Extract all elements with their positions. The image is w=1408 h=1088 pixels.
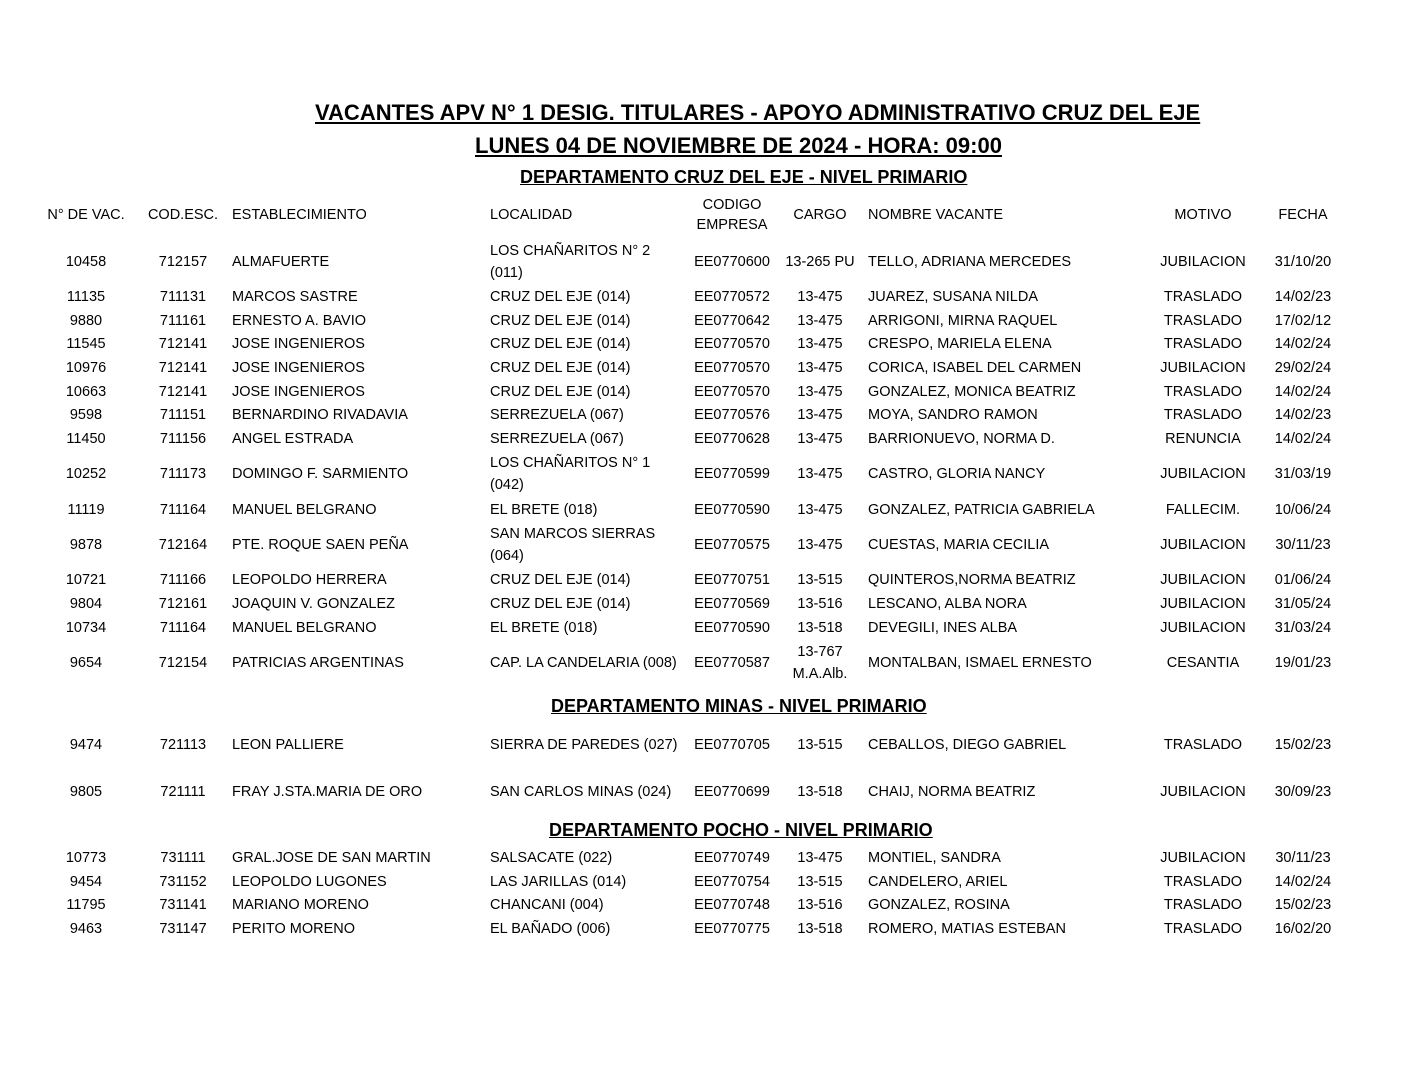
section-title-pocho: DEPARTAMENTO POCHO - NIVEL PRIMARIO xyxy=(549,820,933,840)
vacancy-number: 9474 xyxy=(69,736,103,753)
vacancy-holder-name: TELLO, ADRIANA MERCEDES xyxy=(868,253,1072,270)
vacancy-holder-name: GONZALEZ, ROSINA xyxy=(868,897,1010,914)
position-code: 13-475 xyxy=(797,407,843,424)
section-title-minas: DEPARTAMENTO MINAS - NIVEL PRIMARIO xyxy=(551,696,927,716)
table-row xyxy=(38,356,1358,380)
header-nro: N° DE VAC. xyxy=(47,207,125,223)
vacancy-date: 30/11/23 xyxy=(1275,849,1331,866)
locality: CRUZ DEL EJE (014) xyxy=(490,288,631,305)
position-code: 13-518 xyxy=(797,920,843,937)
position-code: 13-475 xyxy=(797,849,843,866)
locality: EL BRETE (018) xyxy=(490,501,598,518)
locality: CRUZ DEL EJE (014) xyxy=(490,312,631,329)
company-code: EE0770572 xyxy=(694,288,770,305)
vacancy-date: 31/05/24 xyxy=(1274,596,1332,613)
table-row xyxy=(38,427,1358,451)
document-title: VACANTES APV N° 1 DESIG. TITULARES - APOYO ADMINISTRATIVO CRUZ DEL EJE xyxy=(315,100,1201,125)
header-nombre: NOMBRE VACANTE xyxy=(868,207,1004,223)
vacancy-date: 29/02/24 xyxy=(1274,359,1332,376)
company-code: EE0770699 xyxy=(694,783,770,800)
company-code: EE0770575 xyxy=(694,537,770,553)
school-code: 711173 xyxy=(159,466,207,483)
vacancy-date: 16/02/20 xyxy=(1274,920,1332,937)
header-cod: COD.ESC. xyxy=(147,207,219,223)
vacancy-reason: JUBILACION xyxy=(1160,783,1246,800)
establishment-name: MANUEL BELGRANO xyxy=(232,619,377,636)
establishment-name: LEOPOLDO LUGONES xyxy=(232,873,387,890)
company-code: EE0770576 xyxy=(694,407,770,424)
locality: SAN CARLOS MINAS (024) xyxy=(490,783,672,800)
table-row xyxy=(38,870,1358,894)
establishment-name: BERNARDINO RIVADAVIA xyxy=(232,407,408,424)
table-row xyxy=(38,238,1358,285)
vacancy-holder-name: MONTALBAN, ISMAEL ERNESTO xyxy=(868,655,1092,672)
document-date-time: LUNES 04 DE NOVIEMBRE DE 2024 - HORA: 09:00 xyxy=(475,133,1002,158)
locality: SAN MARCOS SIERRAS (064) xyxy=(490,526,656,564)
company-code: EE0770748 xyxy=(694,897,770,914)
vacancy-reason: JUBILACION xyxy=(1160,359,1246,376)
vacancy-reason: JUBILACION xyxy=(1160,849,1246,866)
table-row xyxy=(38,309,1358,333)
locality: CAP. LA CANDELARIA (008) xyxy=(490,655,677,672)
position-code: 13-515 xyxy=(797,736,843,753)
vacancy-reason: JUBILACION xyxy=(1160,466,1246,483)
table-row xyxy=(38,522,1358,569)
establishment-name: FRAY J.STA.MARIA DE ORO xyxy=(232,783,423,800)
vacancy-number: 10663 xyxy=(65,383,107,400)
locality: CRUZ DEL EJE (014) xyxy=(490,572,631,589)
vacancy-date: 14/02/24 xyxy=(1274,383,1332,400)
vacancy-reason: TRASLADO xyxy=(1163,920,1243,937)
vacancy-holder-name: CUESTAS, MARIA CECILIA xyxy=(868,537,1050,553)
establishment-name: JOSE INGENIEROS xyxy=(232,383,365,400)
establishment-name: JOSE INGENIEROS xyxy=(232,359,365,376)
vacancy-holder-name: JUAREZ, SUSANA NILDA xyxy=(868,288,1039,305)
vacancy-number: 10252 xyxy=(65,466,107,483)
company-code: EE0770599 xyxy=(694,466,770,483)
vacancy-number: 11135 xyxy=(66,288,106,305)
vacancy-reason: JUBILACION xyxy=(1160,253,1246,270)
table-row xyxy=(38,569,1358,593)
vacancy-holder-name: CRESPO, MARIELA ELENA xyxy=(868,336,1052,353)
header-codigo-empresa: CODIGO EMPRESA xyxy=(696,197,768,233)
establishment-name: ANGEL ESTRADA xyxy=(232,430,354,447)
company-code: EE0770705 xyxy=(694,736,770,753)
header-establecimiento: ESTABLECIMIENTO xyxy=(232,207,367,223)
vacancy-reason: JUBILACION xyxy=(1160,572,1246,589)
position-code: 13-475 xyxy=(797,466,843,483)
school-code: 731152 xyxy=(159,873,207,890)
locality: SERREZUELA (067) xyxy=(490,430,624,447)
establishment-name: JOAQUIN V. GONZALEZ xyxy=(232,596,396,613)
company-code: EE0770628 xyxy=(694,430,770,447)
section-title-cruz-del-eje: DEPARTAMENTO CRUZ DEL EJE - NIVEL PRIMARIO xyxy=(520,167,968,187)
table-row xyxy=(38,768,1358,815)
school-code: 712141 xyxy=(158,359,208,376)
company-code: EE0770570 xyxy=(694,359,770,376)
locality: CRUZ DEL EJE (014) xyxy=(490,359,631,376)
locality: EL BAÑADO (006) xyxy=(490,920,611,937)
vacancy-number: 9880 xyxy=(69,312,103,329)
school-code: 711151 xyxy=(159,407,207,424)
vacancy-holder-name: ARRIGONI, MIRNA RAQUEL xyxy=(868,312,1058,329)
vacancy-reason: CESANTIA xyxy=(1166,655,1240,672)
school-code: 712161 xyxy=(158,596,208,613)
locality: EL BRETE (018) xyxy=(490,619,598,636)
vacancy-reason: FALLECIM. xyxy=(1165,501,1241,518)
company-code: EE0770569 xyxy=(694,596,770,613)
position-code: 13-516 xyxy=(797,596,843,613)
vacancy-holder-name: CASTRO, GLORIA NANCY xyxy=(868,466,1046,483)
locality: LOS CHAÑARITOS N° 1 (042) xyxy=(490,455,651,494)
school-code: 712141 xyxy=(158,336,208,353)
position-code: 13-516 xyxy=(797,897,843,914)
vacancy-number: 9654 xyxy=(69,655,103,672)
position-code: 13-265 PU xyxy=(785,253,855,270)
vacancy-reason: TRASLADO xyxy=(1163,383,1243,400)
position-code: 13-515 xyxy=(797,572,843,589)
locality: CHANCANI (004) xyxy=(490,897,604,914)
header-motivo: MOTIVO xyxy=(1174,207,1232,223)
locality: LAS JARILLAS (014) xyxy=(490,873,627,890)
position-code: 13-475 xyxy=(797,312,843,329)
table-row xyxy=(38,332,1358,356)
position-code: 13-475 xyxy=(797,383,843,400)
table-row xyxy=(38,846,1358,870)
vacancy-holder-name: GONZALEZ, MONICA BEATRIZ xyxy=(868,383,1076,400)
vacancies-table-minas xyxy=(38,721,1358,815)
school-code: 711164 xyxy=(159,501,207,518)
vacancies-table-cruz-del-eje xyxy=(38,192,1358,687)
vacancy-reason: JUBILACION xyxy=(1160,619,1246,636)
vacancy-number: 9804 xyxy=(69,596,103,613)
vacancy-number: 9454 xyxy=(69,873,103,890)
establishment-name: LEOPOLDO HERRERA xyxy=(232,572,387,589)
vacancy-date: 15/02/23 xyxy=(1274,897,1332,914)
position-code: 13-475 xyxy=(797,430,843,447)
vacancy-date: 15/02/23 xyxy=(1274,736,1332,753)
table-row xyxy=(38,917,1358,941)
locality: CRUZ DEL EJE (014) xyxy=(490,596,631,613)
vacancy-holder-name: GONZALEZ, PATRICIA GABRIELA xyxy=(868,501,1095,518)
vacancy-date: 14/02/24 xyxy=(1274,873,1332,890)
vacancy-number: 11119 xyxy=(67,501,105,518)
vacancy-reason: TRASLADO xyxy=(1163,312,1243,329)
school-code: 711156 xyxy=(159,430,207,447)
vacancy-number: 11450 xyxy=(66,430,106,447)
school-code: 711131 xyxy=(159,288,207,305)
vacancy-holder-name: MOYA, SANDRO RAMON xyxy=(868,407,1038,424)
vacancy-holder-name: QUINTEROS,NORMA BEATRIZ xyxy=(868,572,1076,589)
locality: CRUZ DEL EJE (014) xyxy=(490,383,631,400)
vacancy-reason: TRASLADO xyxy=(1163,873,1243,890)
locality: SERREZUELA (067) xyxy=(490,407,624,424)
company-code: EE0770590 xyxy=(694,619,770,636)
table-row xyxy=(38,721,1358,768)
school-code: 711164 xyxy=(159,619,207,636)
establishment-name: PERITO MORENO xyxy=(232,920,355,937)
vacancies-table-pocho xyxy=(38,846,1358,941)
table-row xyxy=(38,592,1358,616)
school-code: 731111 xyxy=(160,849,206,866)
table-body-minas xyxy=(38,721,1358,815)
vacancy-date: 30/11/23 xyxy=(1275,537,1331,553)
vacancy-holder-name: BARRIONUEVO, NORMA D. xyxy=(868,430,1055,447)
company-code: EE0770590 xyxy=(694,501,770,518)
vacancy-holder-name: CHAIJ, NORMA BEATRIZ xyxy=(868,783,1036,800)
header-cargo: CARGO xyxy=(793,207,847,223)
vacancy-number: 10721 xyxy=(65,572,107,589)
vacancy-holder-name: CEBALLOS, DIEGO GABRIEL xyxy=(868,736,1067,753)
table-body-pocho xyxy=(38,846,1358,941)
company-code: EE0770642 xyxy=(694,312,770,329)
establishment-name: MARIANO MORENO xyxy=(232,897,369,914)
vacancy-holder-name: DEVEGILI, INES ALBA xyxy=(868,619,1018,636)
vacancy-date: 31/10/20 xyxy=(1274,253,1332,270)
school-code: 731141 xyxy=(159,897,207,914)
establishment-name: DOMINGO F. SARMIENTO xyxy=(232,466,409,483)
vacancy-date: 19/01/23 xyxy=(1274,655,1332,672)
vacancy-number: 10976 xyxy=(65,359,107,376)
locality: SIERRA DE PAREDES (027) xyxy=(490,736,678,753)
position-code: 13-518 xyxy=(797,619,843,636)
vacancy-date: 10/06/24 xyxy=(1274,501,1332,518)
school-code: 712164 xyxy=(158,537,208,553)
vacancy-number: 9878 xyxy=(69,537,103,553)
vacancy-date: 14/02/23 xyxy=(1274,288,1332,305)
position-code: 13-475 xyxy=(797,288,843,305)
table-row xyxy=(38,640,1358,687)
establishment-name: ERNESTO A. BAVIO xyxy=(232,312,367,329)
school-code: 712154 xyxy=(158,655,208,672)
vacancy-number: 11545 xyxy=(66,336,106,353)
school-code: 721113 xyxy=(159,736,207,753)
school-code: 711166 xyxy=(159,572,207,589)
establishment-name: JOSE INGENIEROS xyxy=(232,336,365,353)
vacancy-date: 14/02/24 xyxy=(1274,430,1332,447)
establishment-name: MARCOS SASTRE xyxy=(232,288,358,305)
position-code: 13-475 xyxy=(797,359,843,376)
locality: SALSACATE (022) xyxy=(490,849,613,866)
table-header-row xyxy=(38,192,1358,238)
establishment-name: ALMAFUERTE xyxy=(232,253,330,270)
establishment-name: PATRICIAS ARGENTINAS xyxy=(232,655,404,672)
table-row xyxy=(38,498,1358,522)
establishment-name: PTE. ROQUE SAEN PEÑA xyxy=(232,537,409,553)
vacancy-reason: RENUNCIA xyxy=(1165,430,1241,447)
vacancy-reason: TRASLADO xyxy=(1163,407,1243,424)
vacancy-holder-name: LESCANO, ALBA NORA xyxy=(868,596,1027,613)
vacancy-reason: JUBILACION xyxy=(1160,596,1246,613)
vacancy-reason: TRASLADO xyxy=(1163,288,1243,305)
table-row xyxy=(38,616,1358,640)
school-code: 721111 xyxy=(160,783,206,800)
vacancy-holder-name: ROMERO, MATIAS ESTEBAN xyxy=(868,920,1066,937)
school-code: 711161 xyxy=(159,312,207,329)
vacancy-reason: TRASLADO xyxy=(1163,736,1243,753)
company-code: EE0770570 xyxy=(694,383,770,400)
establishment-name: LEON PALLIERE xyxy=(232,736,344,753)
vacancy-number: 11795 xyxy=(66,897,106,914)
vacancy-holder-name: CORICA, ISABEL DEL CARMEN xyxy=(868,359,1082,376)
company-code: EE0770754 xyxy=(694,873,770,890)
company-code: EE0770587 xyxy=(694,655,770,672)
position-code: 13-767 M.A.Alb. xyxy=(792,644,848,683)
school-code: 712141 xyxy=(158,383,208,400)
school-code: 712157 xyxy=(158,253,208,270)
position-code: 13-475 xyxy=(797,336,843,353)
school-code: 731147 xyxy=(159,920,207,937)
vacancy-reason: TRASLADO xyxy=(1163,897,1243,914)
position-code: 13-475 xyxy=(797,501,843,518)
vacancy-date: 17/02/12 xyxy=(1274,312,1332,329)
vacancy-number: 9463 xyxy=(69,920,103,937)
position-code: 13-475 xyxy=(797,537,843,553)
locality: LOS CHAÑARITOS N° 2 (011) xyxy=(490,242,651,281)
vacancy-date: 14/02/23 xyxy=(1274,407,1332,424)
table-row xyxy=(38,380,1358,404)
establishment-name: GRAL.JOSE DE SAN MARTIN xyxy=(232,849,431,866)
company-code: EE0770751 xyxy=(694,572,770,589)
vacancy-number: 10734 xyxy=(65,619,107,636)
table-row xyxy=(38,285,1358,309)
vacancy-date: 14/02/24 xyxy=(1274,336,1332,353)
vacancy-holder-name: MONTIEL, SANDRA xyxy=(868,849,1001,866)
establishment-name: MANUEL BELGRANO xyxy=(232,501,377,518)
vacancy-date: 01/06/24 xyxy=(1274,572,1332,589)
table-body-cruz-del-eje xyxy=(38,238,1358,687)
position-code: 13-518 xyxy=(797,783,843,800)
company-code: EE0770570 xyxy=(694,336,770,353)
company-code: EE0770749 xyxy=(694,849,770,866)
header-fecha: FECHA xyxy=(1278,207,1328,223)
vacancy-number: 10458 xyxy=(65,253,107,270)
vacancy-number: 10773 xyxy=(65,849,107,866)
company-code: EE0770775 xyxy=(694,920,770,937)
table-row xyxy=(38,893,1358,917)
vacancy-reason: TRASLADO xyxy=(1163,336,1243,353)
vacancy-date: 30/09/23 xyxy=(1274,783,1332,800)
vacancy-number: 9598 xyxy=(69,407,103,424)
vacancy-holder-name: CANDELERO, ARIEL xyxy=(868,873,1008,890)
vacancy-number: 9805 xyxy=(69,783,103,800)
table-row xyxy=(38,403,1358,427)
vacancy-reason: JUBILACION xyxy=(1160,537,1246,553)
table-row xyxy=(38,451,1358,498)
vacancy-date: 31/03/24 xyxy=(1274,619,1332,636)
locality: CRUZ DEL EJE (014) xyxy=(490,336,631,353)
vacancy-date: 31/03/19 xyxy=(1274,466,1332,483)
header-localidad: LOCALIDAD xyxy=(490,207,573,223)
position-code: 13-515 xyxy=(797,873,843,890)
company-code: EE0770600 xyxy=(694,253,770,270)
